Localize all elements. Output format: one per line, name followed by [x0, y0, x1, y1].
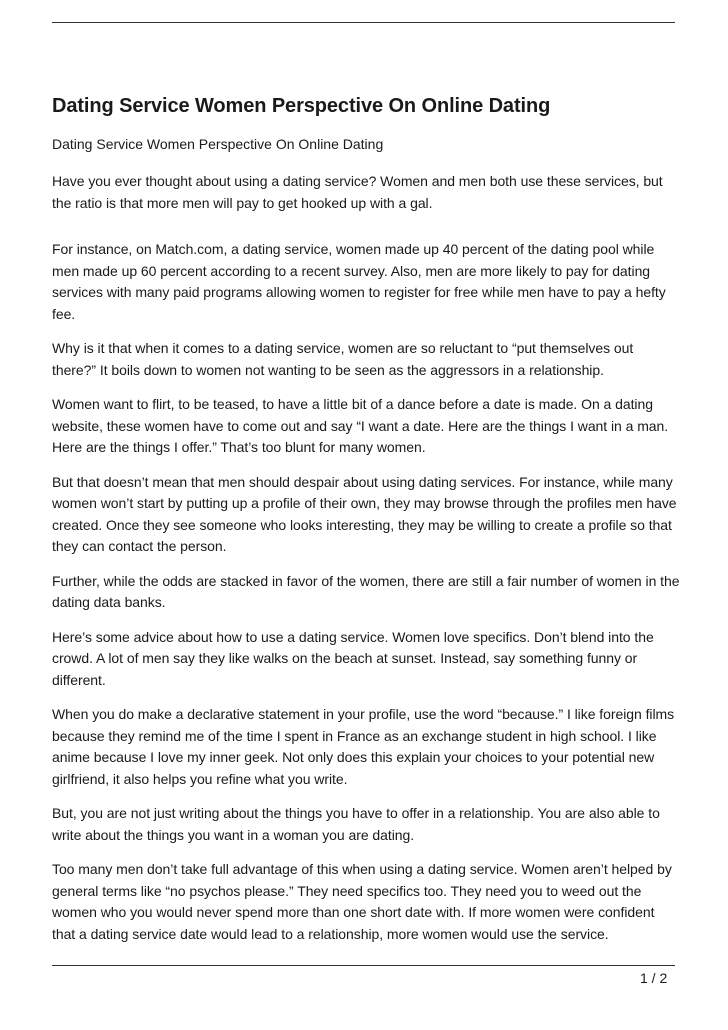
paragraph: Too many men don’t take full advantage of this when using a dating service. Women aren’t helped by general terms like “no psychos please.” They need specifics too. They need you to weed out the women who you would never spend more than one short date with. If more women were confident that a dating service date would lead to a relationship, more women would use the service.	[52, 861, 672, 942]
paragraph: For instance, on Match.com, a dating service, women made up 40 percent of the dating pool while men made up 60 percent according to a recent survey. Also, men are more likely to pay for dating services with many paid programs allowing women to register for free while men have to pay a hefty fee.	[52, 241, 666, 322]
paragraph: When you do make a declarative statement in your profile, use the word “because.” I like foreign films because they remind me of the time I spent in France as an exchange student in high school. I like anime because I love my inner geek. Not only does this explain your choices to your potential new girlfriend, it also helps you refine what you write.	[52, 706, 675, 787]
paragraph: But that doesn’t mean that men should despair about using dating services. For instance, while many women won’t start by putting up a profile of their own, they may browse through the profiles men have created. Once they see someone who looks interesting, they may be willing to create a profile so that they can contact the person.	[52, 473, 677, 554]
paragraph: Further, while the odds are stacked in favor of the women, there are still a fair number of women in the dating data banks.	[52, 572, 680, 610]
footer-rule	[52, 965, 675, 966]
paragraph: Have you ever thought about using a dating service? Women and men both use these services, but the ratio is that more men will pay to get hooked up with a gal.	[52, 173, 663, 211]
document-subtitle: Dating Service Women Perspective On Online Dating	[52, 136, 384, 152]
paragraph: Why is it that when it comes to a dating service, women are so reluctant to “put themselves out there?” It boils down to women not wanting to be seen as the aggressors in a relationship.	[52, 340, 634, 378]
document-title: Dating Service Women Perspective On Online Dating	[52, 95, 551, 117]
header-rule	[52, 22, 675, 23]
page-number: 1 / 2	[640, 970, 668, 986]
paragraph: Women want to flirt, to be teased, to have a little bit of a dance before a date is made. On a dating website, these women have to come out and say “I want a date. Here are the things I want in a man. Here are the things I offer.” That’s too blunt for many women.	[52, 396, 669, 455]
document-body	[52, 92, 680, 945]
paragraph: But, you are not just writing about the things you have to offer in a relationship. You are also able to write about the things you want in a woman you are dating.	[52, 805, 660, 843]
paragraph: Here’s some advice about how to use a dating service. Women love specifics. Don’t blend into the crowd. A lot of men say they like walks on the beach at sunset. Instead, say something funny or different.	[52, 628, 654, 688]
